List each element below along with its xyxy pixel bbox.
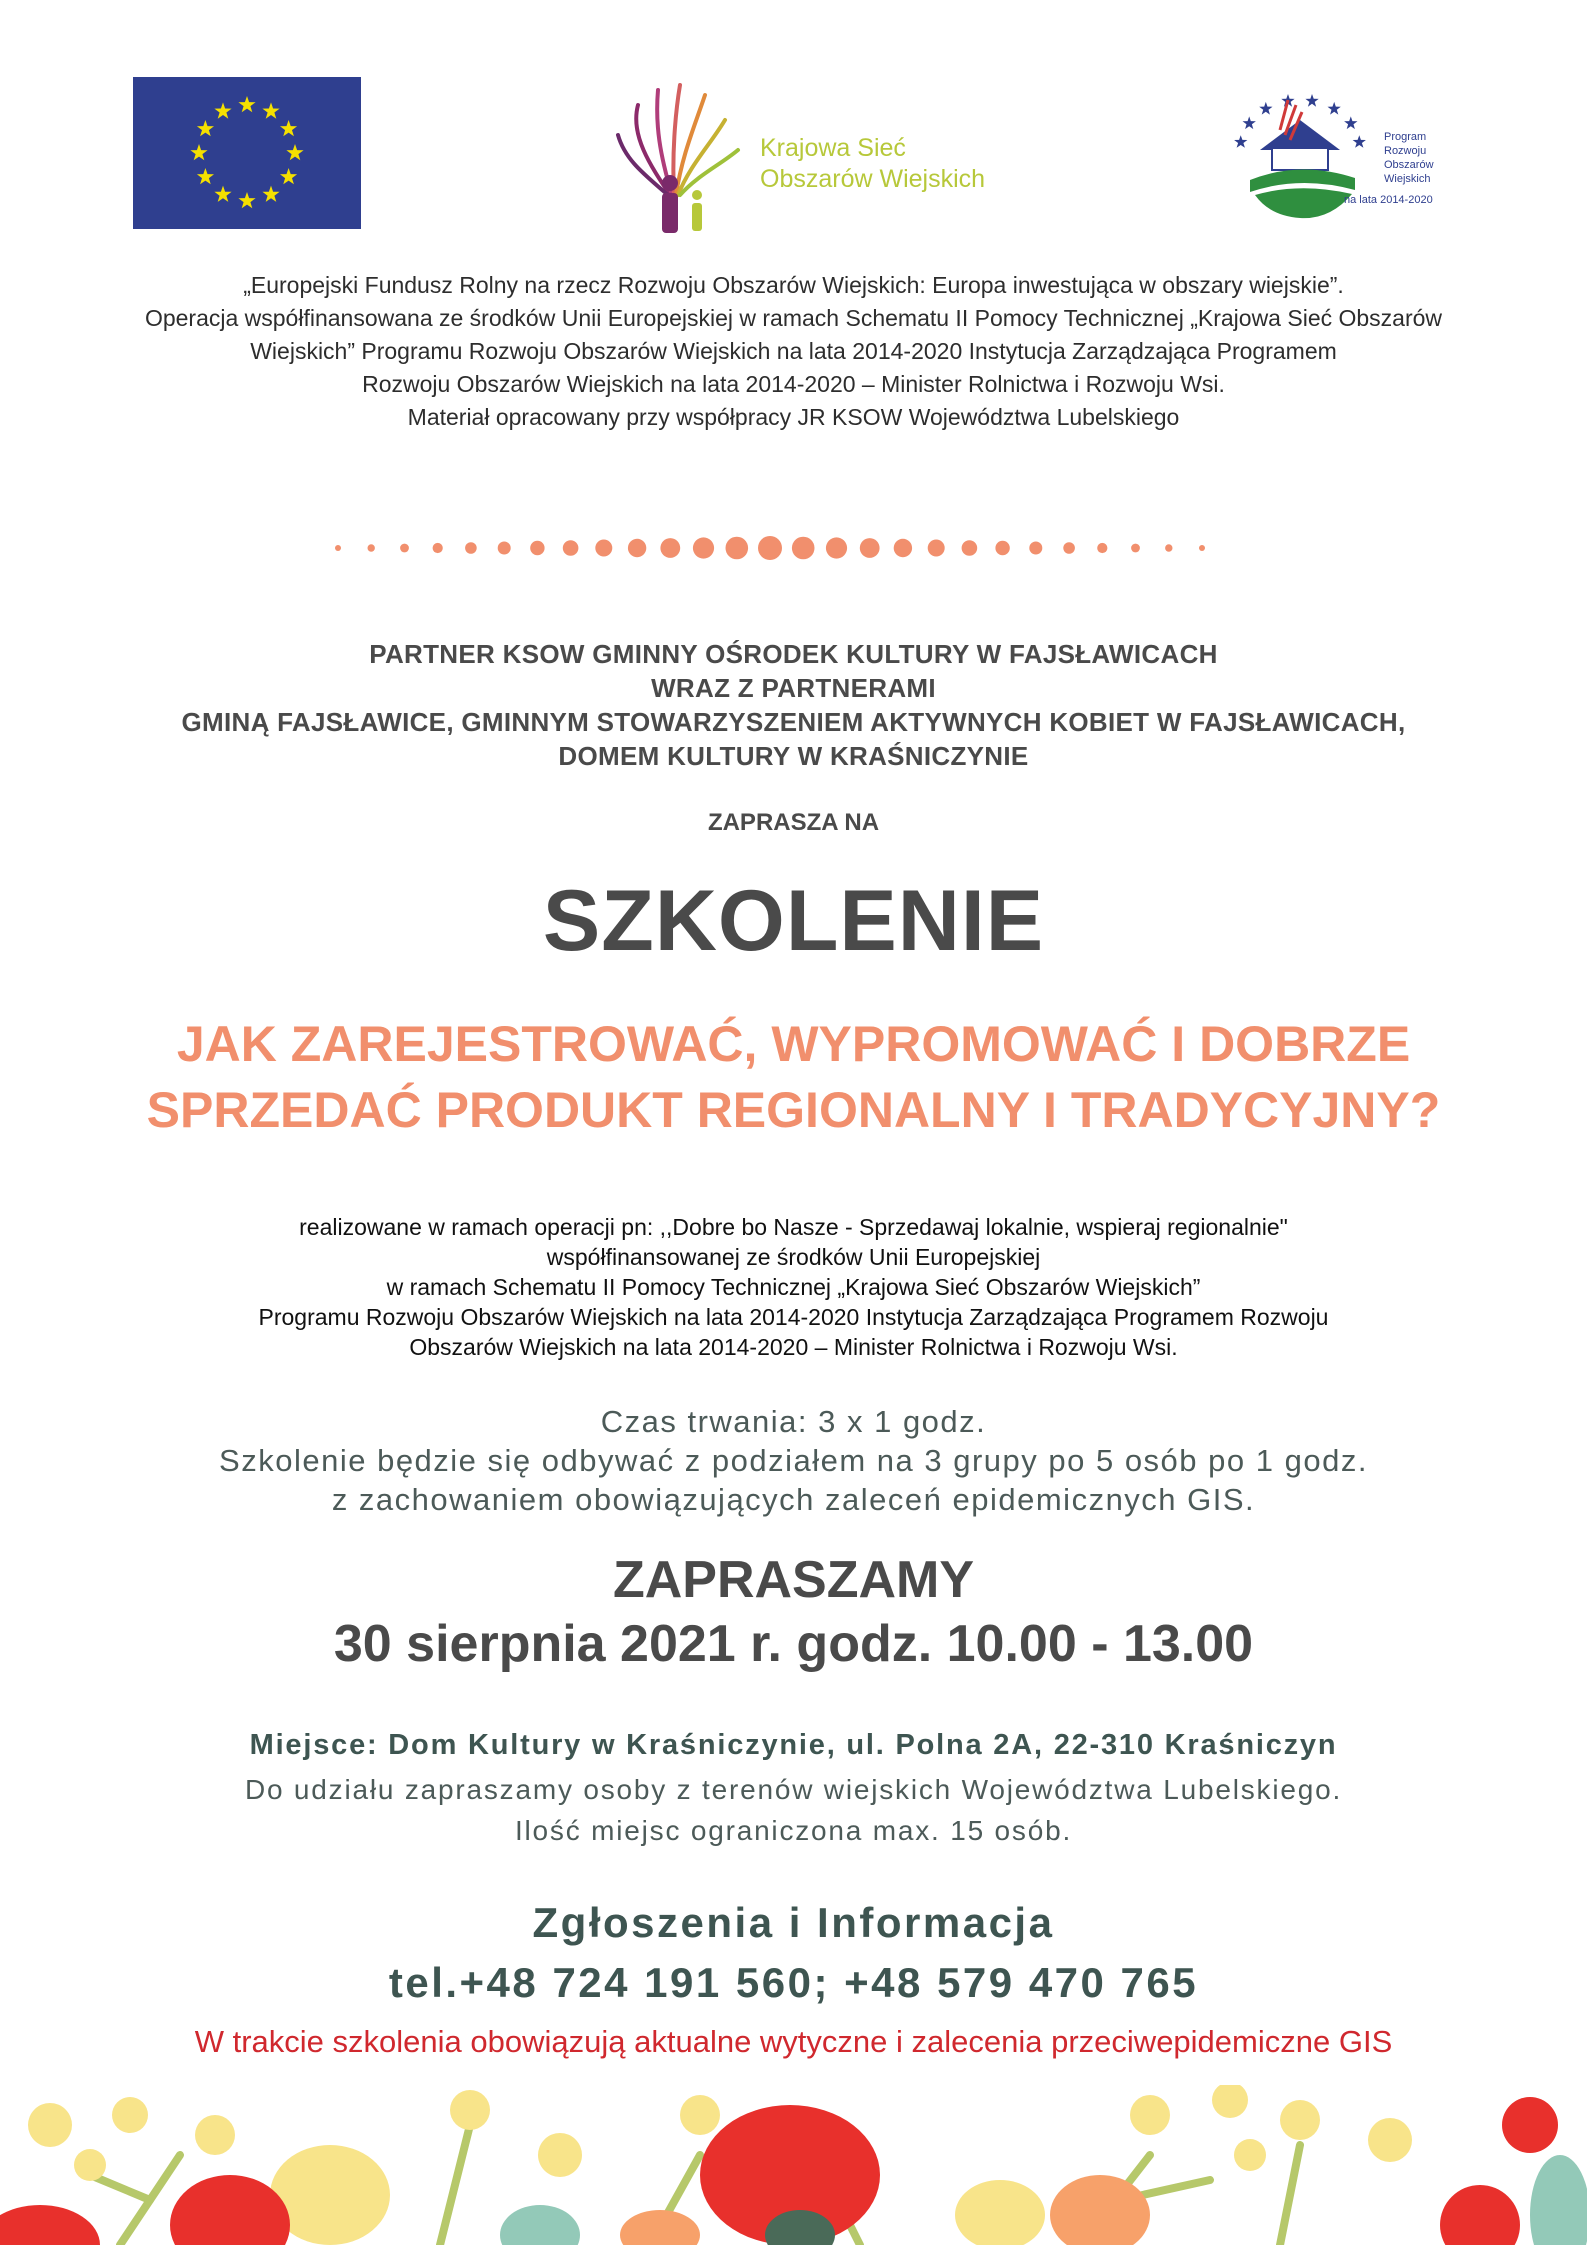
divider-dot — [962, 540, 978, 556]
divider-dot — [563, 540, 579, 556]
divider-dot — [995, 541, 1009, 555]
ksow-logo — [610, 75, 1030, 235]
operation-text — [0, 1212, 1587, 1362]
ksow-tree-icon — [610, 75, 760, 235]
funding-text — [0, 269, 1587, 434]
event-place: Miejsce: Dom Kultury w Kraśniczynie, ul. Polna 2A, 22-310 Kraśniczyn — [249, 1729, 1338, 1761]
prow-star-icon — [1243, 116, 1256, 129]
eu-star-icon — [214, 186, 231, 202]
divider-dot — [758, 536, 782, 560]
operation-line: Programu Rozwoju Obszarów Wiejskich na lata 2014-2020 Instytucja Zarządzająca Programem Rozwoju — [258, 1304, 1329, 1330]
operation-line: Obszarów Wiejskich na lata 2014-2020 – Minister Rolnictwa i Rozwoju Wsi. — [409, 1334, 1178, 1360]
eu-star-icon — [238, 96, 255, 112]
eu-star-icon — [238, 192, 255, 208]
eu-star-icon — [197, 168, 214, 184]
operation-line: współfinansowanej ze środków Unii Europejskiej — [546, 1244, 1041, 1270]
eu-flag-logo — [133, 77, 361, 229]
prow-star-icon — [1328, 102, 1341, 115]
divider-dot — [1063, 542, 1075, 554]
partner-block — [0, 637, 1587, 773]
prow-line: Program — [1384, 131, 1427, 143]
prow-logo — [1230, 90, 1450, 220]
divider-dot — [860, 538, 880, 558]
divider-dot — [1199, 545, 1205, 551]
divider-dot — [894, 539, 912, 557]
funding-line: Materiał opracowany przy współpracy JR KSOW Województwa Lubelskiego — [407, 404, 1180, 430]
divider-dot — [1097, 543, 1107, 553]
divider-dot — [530, 541, 544, 555]
eu-star-icon — [286, 144, 303, 160]
divider-dot — [368, 544, 375, 551]
divider-dot — [726, 537, 749, 560]
eu-star-icon — [262, 186, 279, 202]
eu-star-icon — [280, 120, 297, 136]
divider-dot — [792, 537, 815, 560]
covid-note: W trakcie szkolenia obowiązują aktualne wytyczne i zalecenia przeciwepidemiczne GIS — [194, 2024, 1393, 2059]
divider-dot — [433, 543, 443, 553]
contact-phone: tel.+48 724 191 560; +48 579 470 765 — [388, 1959, 1199, 2006]
divider-dot — [465, 542, 477, 554]
eu-star-icon — [190, 144, 207, 160]
eu-star-icon — [214, 102, 231, 118]
ksow-logo-text — [760, 133, 985, 195]
duration-line: Czas trwania: 3 x 1 godz. — [600, 1404, 987, 1439]
duration-line: Szkolenie będzie się odbywać z podziałem na 3 grupy po 5 osób po 1 godz. — [219, 1443, 1368, 1478]
funding-line: Wiejskich” Programu Rozwoju Obszarów Wiejskich na lata 2014-2020 Instytucja Zarządzająca Programem — [250, 338, 1337, 364]
divider-dot — [498, 542, 511, 555]
prow-star-icon — [1259, 102, 1272, 115]
partner-line: PARTNER KSOW GMINNY OŚRODEK KULTURY W FAJSŁAWICACH — [369, 639, 1218, 669]
event-date: 30 sierpnia 2021 r. godz. 10.00 - 13.00 — [333, 1615, 1254, 1673]
invite-text: ZAPRASZA NA — [707, 809, 880, 836]
ksow-line-1: Krajowa Sieć — [760, 134, 906, 162]
funding-line: „Europejski Fundusz Rolny na rzecz Rozwoju Obszarów Wiejskich: Europa inwestująca w obszary wiejskie”. — [243, 272, 1344, 298]
divider-dot — [335, 545, 341, 551]
subtitle-line: JAK ZAREJESTROWAĆ, WYPROMOWAĆ I DOBRZE — [176, 1016, 1411, 1072]
prow-star-icon — [1305, 94, 1318, 107]
eu-star-icon — [280, 168, 297, 184]
eu-star-icon — [262, 102, 279, 118]
partner-line: DOMEM KULTURY W KRAŚNICZYNIE — [558, 741, 1029, 771]
divider-dot — [1165, 544, 1172, 551]
duration-line: z zachowaniem obowiązujących zaleceń epidemicznych GIS. — [331, 1482, 1256, 1517]
divider-dot — [928, 540, 945, 557]
eu-star-icon — [197, 120, 214, 136]
divider-dot — [400, 544, 409, 553]
ksow-line-2: Obszarów Wiejskich — [760, 165, 986, 193]
duration-info — [0, 1402, 1587, 1519]
prow-star-icon — [1344, 116, 1357, 129]
prow-line: Rozwoju — [1384, 145, 1427, 157]
invite-heading: ZAPRASZAMY — [612, 1551, 975, 1609]
prow-line: Obszarów — [1384, 159, 1434, 171]
divider-dot — [660, 538, 680, 558]
contact-block — [0, 1893, 1587, 2013]
dots-divider — [330, 532, 1210, 564]
divider-dot — [693, 537, 714, 558]
divider-dot — [826, 537, 847, 558]
divider-dot — [1131, 544, 1140, 553]
main-title: SZKOLENIE — [542, 873, 1045, 969]
prow-star-icon — [1353, 135, 1366, 148]
prow-star-icon — [1234, 135, 1247, 148]
audience-info — [0, 1769, 1587, 1851]
prow-line: Wiejskich — [1384, 173, 1431, 185]
subtitle-line: SPRZEDAĆ PRODUKT REGIONALNY I TRADYCYJNY? — [146, 1082, 1441, 1138]
funding-line: Operacja współfinansowana ze środków Unii Europejskiej w ramach Schematu II Pomocy Technicznej „Krajowa Sieć Obszarów — [144, 305, 1443, 331]
operation-line: realizowane w ramach operacji pn: ,,Dobre bo Nasze - Sprzedawaj lokalnie, wspieraj regionalnie" — [299, 1214, 1288, 1240]
funding-line: Rozwoju Obszarów Wiejskich na lata 2014-2020 – Minister Rolnictwa i Rozwoju Wsi. — [362, 371, 1225, 397]
flowers-decoration — [0, 2085, 1587, 2245]
prow-logo-text — [1384, 130, 1434, 186]
seat-limit: Ilość miejsc ograniczona max. 15 osób. — [514, 1815, 1073, 1846]
contact-title: Zgłoszenia i Informacja — [532, 1899, 1055, 1946]
subtitle — [0, 1011, 1587, 1143]
divider-dot — [595, 540, 612, 557]
divider-dot — [1029, 542, 1042, 555]
audience-text: Do udziału zapraszamy osoby z terenów wiejskich Województwa Lubelskiego. — [244, 1774, 1343, 1805]
operation-line: w ramach Schematu II Pomocy Technicznej „Krajowa Sieć Obszarów Wiejskich” — [386, 1274, 1201, 1300]
divider-dot — [628, 539, 646, 557]
prow-years: na lata 2014-2020 — [1344, 194, 1433, 206]
partner-line: WRAZ Z PARTNERAMI — [651, 673, 936, 703]
partner-line: GMINĄ FAJSŁAWICE, GMINNYM STOWARZYSZENIEM AKTYWNYCH KOBIET W FAJSŁAWICACH, — [181, 707, 1406, 737]
